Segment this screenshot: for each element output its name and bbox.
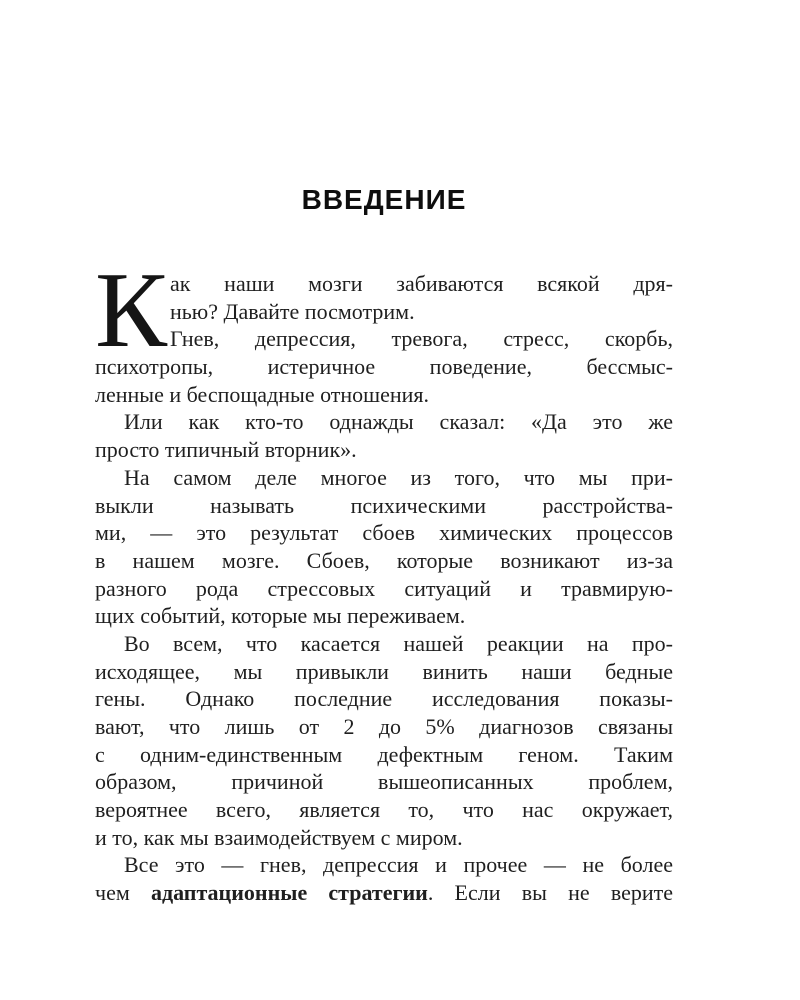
text-line: и то, как мы взаимодействуем с миром. xyxy=(95,824,463,850)
text-line: в нашем мозге. Сбоев, которые возникают из-за xyxy=(95,547,673,573)
text-line: Все это — гнев, депрессия и прочее — не более xyxy=(124,852,673,878)
text-line: разного рода стрессовых ситуаций и травмирую- xyxy=(95,575,673,601)
text-line: ми, — это результат сбоев химических процессов xyxy=(95,520,673,546)
text-line: образом, причиной вышеописанных проблем, xyxy=(95,769,673,795)
text-line: с одним-единственным дефектным геном. Таким xyxy=(95,741,673,767)
text-line: нью? Давайте посмотрим. xyxy=(170,298,415,324)
text-line: психотропы, истеричное поведение, бессмыс- xyxy=(95,354,673,380)
body-text xyxy=(95,251,673,907)
text-line: Во всем, что касается нашей реакции на про- xyxy=(124,630,673,656)
text-line: ак наши мозги забиваются всякой дря- xyxy=(170,271,673,296)
text-line: ленные и беспощадные отношения. xyxy=(95,381,430,407)
text-line: вероятнее всего, является то, что нас окружает, xyxy=(95,797,673,823)
chapter-title: ВВЕДЕНИЕ xyxy=(301,184,467,215)
text-line: щих событий, которые мы переживаем. xyxy=(95,603,466,629)
text-line: Гнев, депрессия, тревога, стресс, скорбь, xyxy=(170,326,673,352)
text-line: просто типичный вторник». xyxy=(95,437,357,463)
body-text-lines xyxy=(95,270,673,907)
text-line: Или как кто-то однажды сказал: «Да это же xyxy=(124,409,673,435)
text-line: исходящее, мы привыкли винить наши бедные xyxy=(95,658,673,684)
drop-cap: К xyxy=(95,251,168,370)
text-line: выкли называть психическими расстройства- xyxy=(95,492,673,518)
text-line: вают, что лишь от 2 до 5% диагнозов связаны xyxy=(95,714,673,739)
text-line: гены. Однако последние исследования показы- xyxy=(95,686,673,712)
text-line: На самом деле многое из того, что мы при- xyxy=(124,464,673,490)
text-line: чем адаптационные стратегии. Если вы не верите xyxy=(95,880,673,906)
